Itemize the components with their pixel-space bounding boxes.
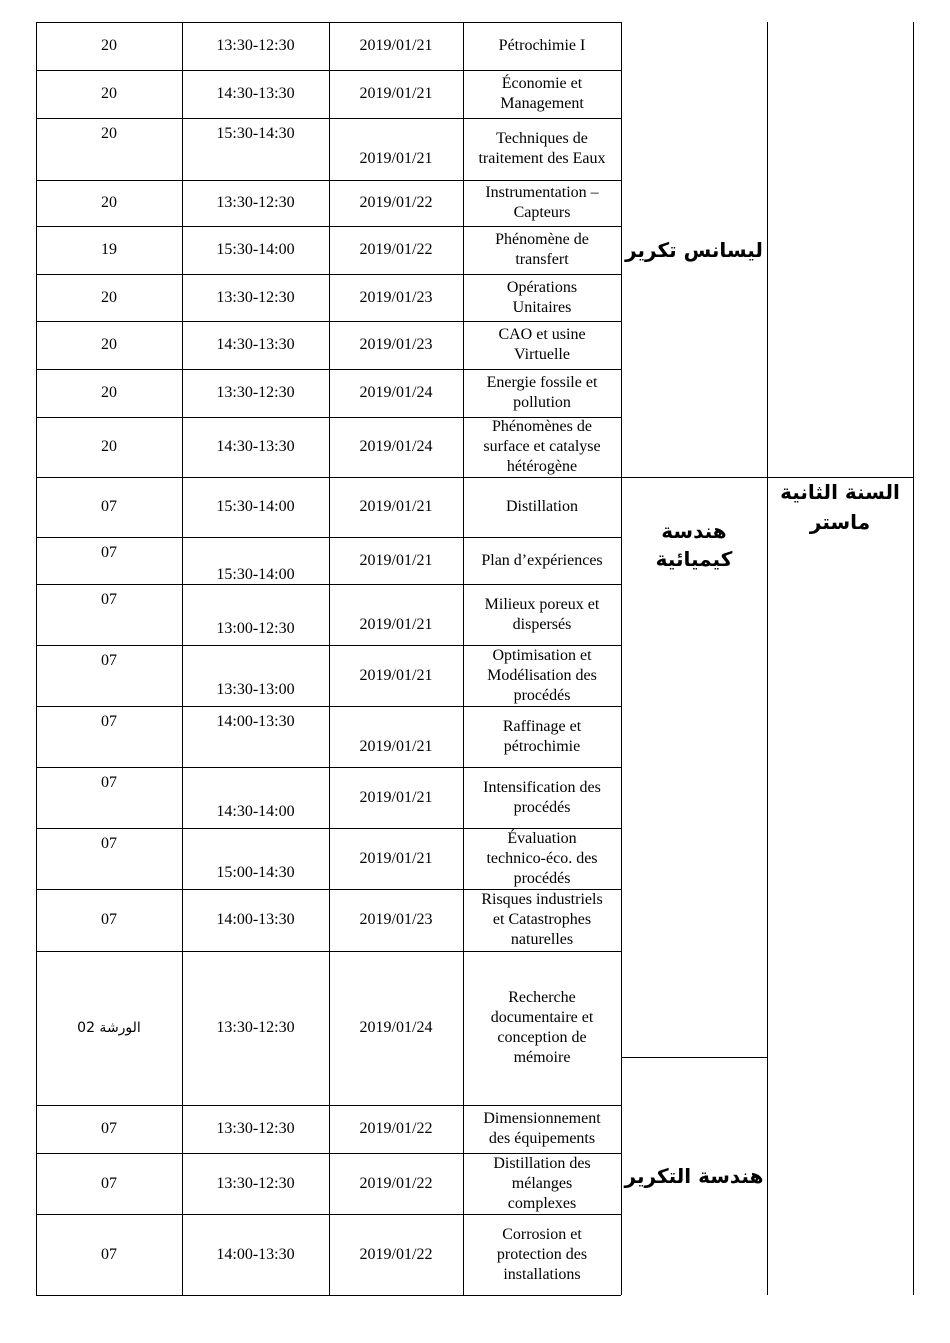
- program-group-label: هندسة كيميائية: [655, 519, 733, 571]
- room-cell: 20: [101, 336, 117, 353]
- room-cell: 07: [101, 1120, 117, 1137]
- date-cell: 2019/01/24: [359, 384, 433, 401]
- subject-cell: Dimensionnement des équipements: [483, 1110, 601, 1147]
- table-horizontal-rule: [36, 1153, 621, 1154]
- time-cell: 14:00-13:30: [216, 911, 295, 928]
- year-divider-rule: [767, 477, 913, 478]
- group-divider-rule: [621, 477, 767, 478]
- time-cell: 13:30-12:30: [216, 384, 295, 401]
- subject-cell: Distillation: [506, 498, 578, 515]
- date-cell: 2019/01/21: [359, 737, 433, 755]
- subject-cell: Recherche documentaire et conception de mémoire: [490, 989, 594, 1066]
- subject-cell: Techniques de traitement des Eaux: [478, 130, 606, 167]
- time-cell: 14:30-13:30: [216, 438, 295, 455]
- date-cell: 2019/01/21: [359, 551, 433, 569]
- table-horizontal-rule: [36, 417, 621, 418]
- room-cell: الورشة 02: [77, 1020, 141, 1036]
- room-cell: 20: [101, 384, 117, 401]
- time-cell: 14:00-13:30: [216, 1245, 295, 1263]
- room-cell: 07: [101, 498, 117, 515]
- time-cell: 14:30-13:30: [216, 336, 295, 353]
- date-cell: 2019/01/21: [359, 788, 433, 806]
- room-cell: 07: [101, 591, 117, 608]
- time-cell: 14:30-13:30: [216, 85, 295, 102]
- subject-cell: Phénomènes de surface et catalyse hétérogène: [483, 418, 601, 475]
- program-group-label: هندسة التكرير: [624, 1164, 764, 1188]
- room-cell: 07: [101, 835, 117, 852]
- room-cell: 07: [101, 774, 117, 791]
- year-label: السنة الثانية ماستر: [780, 480, 900, 534]
- table-horizontal-rule: [36, 118, 621, 119]
- subject-cell: Plan d’expériences: [481, 551, 603, 569]
- table-horizontal-rule: [36, 828, 621, 829]
- date-cell: 2019/01/23: [359, 288, 433, 306]
- room-cell: 07: [101, 1245, 117, 1263]
- date-cell: 2019/01/21: [359, 150, 433, 167]
- room-cell: 07: [101, 911, 117, 928]
- time-cell: 13:30-12:30: [216, 288, 295, 306]
- time-cell: 15:30-14:00: [216, 241, 295, 258]
- table-horizontal-rule: [36, 767, 621, 768]
- subject-cell: Économie et Management: [500, 75, 584, 112]
- program-group-label: ليسانس تكرير: [625, 237, 763, 262]
- time-cell: 13:00-12:30: [216, 619, 295, 637]
- room-cell: 20: [101, 85, 117, 102]
- table-horizontal-rule: [36, 22, 621, 23]
- table-horizontal-rule: [36, 645, 621, 646]
- time-cell: 13:30-12:30: [216, 1174, 295, 1192]
- subject-cell: Corrosion et protection des installations: [496, 1225, 588, 1283]
- time-cell: 13:30-12:30: [216, 1120, 295, 1137]
- room-cell: 20: [101, 288, 117, 306]
- table-horizontal-rule: [36, 369, 621, 370]
- table-vertical-rule: [621, 22, 622, 1295]
- room-cell: 07: [101, 713, 117, 730]
- date-cell: 2019/01/21: [359, 85, 433, 102]
- table-horizontal-rule: [36, 706, 621, 707]
- table-horizontal-rule: [36, 321, 621, 322]
- room-cell: 07: [101, 544, 117, 561]
- table-horizontal-rule: [36, 537, 621, 538]
- room-cell: 20: [101, 194, 117, 211]
- subject-cell: Instrumentation – Capteurs: [485, 184, 599, 221]
- date-cell: 2019/01/22: [359, 194, 433, 211]
- room-cell: 20: [101, 125, 117, 142]
- room-cell: 20: [101, 37, 117, 54]
- time-cell: 13:30-12:30: [216, 194, 295, 211]
- table-horizontal-rule: [36, 226, 621, 227]
- table-horizontal-rule: [36, 1214, 621, 1215]
- time-cell: 14:30-14:00: [216, 802, 295, 820]
- room-cell: 07: [101, 652, 117, 669]
- date-cell: 2019/01/23: [359, 336, 433, 353]
- table-horizontal-rule: [36, 889, 621, 890]
- subject-cell: Phénomène de transfert: [495, 231, 589, 268]
- subject-cell: Raffinage et pétrochimie: [502, 717, 582, 755]
- subject-cell: Milieux poreux et dispersés: [484, 595, 600, 633]
- time-cell: 15:30-14:00: [216, 498, 295, 515]
- date-cell: 2019/01/21: [359, 615, 433, 633]
- table-horizontal-rule: [36, 951, 621, 952]
- date-cell: 2019/01/21: [359, 849, 433, 867]
- subject-cell: Évaluation technico-éco. des procédés: [486, 829, 598, 887]
- date-cell: 2019/01/24: [359, 438, 433, 455]
- table-horizontal-rule: [36, 70, 621, 71]
- room-cell: 07: [101, 1174, 117, 1192]
- time-cell: 15:00-14:30: [216, 863, 295, 881]
- table-horizontal-rule: [36, 584, 621, 585]
- subject-cell: CAO et usine Virtuelle: [498, 326, 586, 363]
- subject-cell: Opérations Unitaires: [506, 278, 578, 316]
- time-cell: 13:30-13:00: [216, 680, 295, 698]
- room-cell: 20: [101, 438, 117, 455]
- date-cell: 2019/01/21: [359, 498, 433, 515]
- subject-cell: Risques industriels et Catastrophes naturelles: [481, 891, 603, 948]
- subject-cell: Pétrochimie I: [498, 37, 586, 54]
- group-divider-rule: [621, 1057, 767, 1058]
- table-vertical-rule: [913, 22, 914, 1295]
- date-cell: 2019/01/21: [359, 666, 433, 684]
- table-horizontal-rule: [36, 1295, 621, 1296]
- time-cell: 15:30-14:30: [216, 125, 295, 142]
- time-cell: 15:30-14:00: [216, 565, 295, 583]
- subject-cell: Energie fossile et pollution: [486, 374, 598, 411]
- table-horizontal-rule: [36, 477, 621, 478]
- date-cell: 2019/01/23: [359, 911, 433, 928]
- table-horizontal-rule: [36, 180, 621, 181]
- table-horizontal-rule: [36, 1105, 621, 1106]
- table-horizontal-rule: [36, 274, 621, 275]
- table-vertical-rule: [767, 22, 768, 1295]
- date-cell: 2019/01/22: [359, 1174, 433, 1192]
- subject-cell: Optimisation et Modélisation des procédés: [487, 646, 597, 704]
- time-cell: 13:30-12:30: [216, 37, 295, 54]
- date-cell: 2019/01/24: [359, 1019, 433, 1036]
- room-cell: 19: [101, 241, 117, 258]
- date-cell: 2019/01/22: [359, 1120, 433, 1137]
- subject-cell: Intensification des procédés: [483, 778, 601, 816]
- date-cell: 2019/01/21: [359, 37, 433, 54]
- subject-cell: Distillation des mélanges complexes: [493, 1154, 591, 1212]
- time-cell: 13:30-12:30: [216, 1019, 295, 1036]
- date-cell: 2019/01/22: [359, 1245, 433, 1263]
- time-cell: 14:00-13:30: [216, 713, 295, 730]
- date-cell: 2019/01/22: [359, 241, 433, 258]
